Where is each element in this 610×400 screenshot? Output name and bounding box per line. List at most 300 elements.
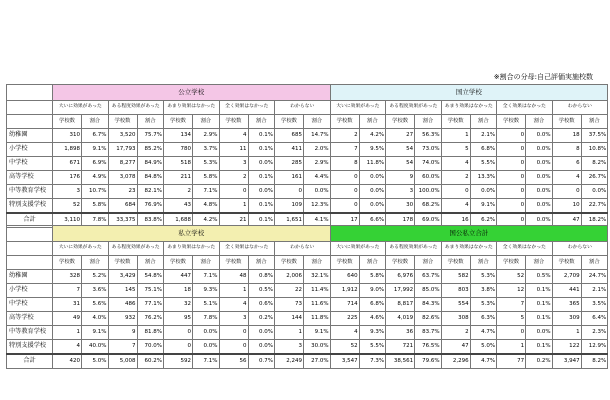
data-cell: 4: [330, 326, 359, 340]
data-cell: 0: [219, 326, 248, 340]
total-label: 合計: [7, 213, 53, 228]
data-cell: 0.2%: [248, 312, 275, 326]
data-cell: 2.3%: [581, 326, 608, 340]
data-cell: 36: [386, 326, 415, 340]
data-cell: 2,709: [552, 270, 581, 284]
data-cell: 0: [497, 185, 526, 199]
data-cell: 68.2%: [415, 199, 442, 214]
data-cell: 9: [386, 171, 415, 185]
category-header: 大いに効果があった: [53, 242, 109, 256]
data-cell: 0.0%: [304, 185, 331, 199]
data-cell: 31: [53, 298, 82, 312]
ratio-header: 割合: [415, 256, 442, 270]
corner-cell: [7, 226, 53, 242]
total-cell: 1,651: [275, 213, 304, 228]
data-cell: 49: [53, 312, 82, 326]
data-cell: 4.9%: [82, 171, 109, 185]
count-header: 学校数: [330, 115, 359, 129]
table-row: [7, 171, 608, 185]
total-cell: 0.2%: [526, 354, 553, 369]
ratio-header: 割合: [526, 256, 553, 270]
data-cell: 76.9%: [137, 199, 164, 214]
data-cell: 0.0%: [526, 157, 553, 171]
total-cell: 0.0%: [526, 213, 553, 228]
data-cell: 24.7%: [581, 270, 608, 284]
category-header: 全く効果はなかった: [219, 242, 275, 256]
data-cell: 0: [552, 185, 581, 199]
data-cell: 9.3%: [193, 284, 220, 298]
data-cell: 82.1%: [137, 185, 164, 199]
total-cell: 1,688: [164, 213, 193, 228]
data-cell: 9.1%: [82, 143, 109, 157]
data-cell: 81.8%: [137, 326, 164, 340]
data-cell: 2.9%: [193, 129, 220, 143]
count-header: 学校数: [164, 256, 193, 270]
row-label: 中学校: [7, 157, 53, 171]
total-cell: 3,110: [53, 213, 82, 228]
count-header: 学校数: [552, 256, 581, 270]
ratio-header: 割合: [193, 115, 220, 129]
ratio-header: 割合: [526, 115, 553, 129]
data-cell: 18: [164, 284, 193, 298]
count-header: 学校数: [164, 115, 193, 129]
table-public-national: [6, 84, 608, 228]
table-row: [7, 340, 608, 355]
group-header: 国公私立合計: [330, 226, 608, 242]
data-cell: 12: [497, 284, 526, 298]
corner-cell: [7, 85, 53, 101]
data-cell: 5.1%: [193, 298, 220, 312]
data-cell: 309: [552, 312, 581, 326]
data-cell: 52: [330, 340, 359, 355]
data-cell: 5.5%: [470, 157, 497, 171]
data-cell: 60.0%: [415, 171, 442, 185]
data-cell: 85.0%: [415, 284, 442, 298]
data-cell: 308: [441, 312, 470, 326]
data-cell: 640: [330, 270, 359, 284]
data-cell: 43: [164, 199, 193, 214]
table-row: [7, 298, 608, 312]
data-cell: 73: [275, 298, 304, 312]
count-header: 学校数: [219, 256, 248, 270]
data-cell: 37.5%: [581, 129, 608, 143]
category-header: ある程度効果があった: [108, 242, 164, 256]
data-cell: 0.5%: [526, 270, 553, 284]
ratio-header: 割合: [415, 115, 442, 129]
total-cell: 592: [164, 354, 193, 369]
data-cell: 82.6%: [415, 312, 442, 326]
data-cell: 4.6%: [359, 312, 386, 326]
count-header: 学校数: [219, 115, 248, 129]
data-cell: 932: [108, 312, 137, 326]
data-cell: 3,520: [108, 129, 137, 143]
data-cell: 4.2%: [359, 129, 386, 143]
corner-cell: [7, 242, 53, 256]
data-cell: 54: [386, 157, 415, 171]
data-cell: 11: [219, 143, 248, 157]
total-cell: 4.7%: [470, 354, 497, 369]
total-cell: 16: [441, 213, 470, 228]
ratio-header: 割合: [304, 115, 331, 129]
row-label: 特別支援学校: [7, 199, 53, 214]
data-cell: 144: [275, 312, 304, 326]
data-cell: 4: [53, 340, 82, 355]
data-cell: 714: [330, 298, 359, 312]
data-cell: 4: [219, 129, 248, 143]
data-cell: 145: [108, 284, 137, 298]
data-cell: 134: [164, 129, 193, 143]
ratio-header: 割合: [248, 115, 275, 129]
data-cell: 0: [497, 129, 526, 143]
data-cell: 0.1%: [248, 129, 275, 143]
data-cell: 52: [53, 199, 82, 214]
data-cell: 0.1%: [526, 284, 553, 298]
data-cell: 6.8%: [359, 298, 386, 312]
data-cell: 22.7%: [581, 199, 608, 214]
data-cell: 14.7%: [304, 129, 331, 143]
data-cell: 8,277: [108, 157, 137, 171]
total-cell: 7.1%: [193, 354, 220, 369]
data-cell: 486: [108, 298, 137, 312]
data-cell: 0: [164, 326, 193, 340]
total-cell: 83.8%: [137, 213, 164, 228]
data-cell: 3: [275, 340, 304, 355]
data-cell: 0.1%: [248, 143, 275, 157]
total-cell: 3,547: [330, 354, 359, 369]
data-cell: 0.0%: [359, 171, 386, 185]
total-cell: 56: [219, 354, 248, 369]
data-cell: 9.3%: [359, 326, 386, 340]
data-cell: 76.2%: [137, 312, 164, 326]
data-cell: 3.7%: [193, 143, 220, 157]
ratio-header: 割合: [82, 115, 109, 129]
data-cell: 0.0%: [526, 171, 553, 185]
corner-cell: [7, 115, 53, 129]
data-cell: 671: [53, 157, 82, 171]
category-header: 大いに効果があった: [53, 101, 109, 115]
data-cell: 7.1%: [193, 185, 220, 199]
data-cell: 4: [441, 199, 470, 214]
data-cell: 1,898: [53, 143, 82, 157]
data-cell: 0.0%: [193, 340, 220, 355]
data-cell: 0.1%: [526, 340, 553, 355]
data-cell: 17,992: [386, 284, 415, 298]
ratio-header: 割合: [359, 256, 386, 270]
data-cell: 1: [219, 199, 248, 214]
data-cell: 52: [497, 270, 526, 284]
row-label: 中学校: [7, 298, 53, 312]
category-header: あまり効果はなかった: [164, 242, 220, 256]
data-cell: 1: [441, 129, 470, 143]
data-cell: 3.8%: [470, 284, 497, 298]
data-cell: 8: [552, 143, 581, 157]
data-cell: 27: [386, 129, 415, 143]
data-cell: 3.6%: [82, 284, 109, 298]
data-cell: 7: [53, 284, 82, 298]
data-cell: 4: [441, 157, 470, 171]
data-cell: 685: [275, 129, 304, 143]
data-cell: 0.0%: [526, 143, 553, 157]
data-cell: 7: [497, 298, 526, 312]
data-cell: 83.7%: [415, 326, 442, 340]
count-header: 学校数: [441, 115, 470, 129]
data-cell: 2: [164, 185, 193, 199]
data-cell: 100.0%: [415, 185, 442, 199]
category-header: わからない: [552, 101, 608, 115]
data-cell: 5.3%: [470, 270, 497, 284]
data-cell: 2: [441, 171, 470, 185]
data-cell: 441: [552, 284, 581, 298]
data-cell: 0: [497, 326, 526, 340]
group-header: 公立学校: [53, 85, 331, 101]
total-cell: 6.6%: [359, 213, 386, 228]
ratio-header: 割合: [193, 256, 220, 270]
category-header: 全く効果はなかった: [497, 242, 553, 256]
data-cell: 0.0%: [248, 157, 275, 171]
data-cell: 1: [497, 340, 526, 355]
data-cell: 8,817: [386, 298, 415, 312]
data-cell: 0: [497, 199, 526, 214]
ratio-header: 割合: [359, 115, 386, 129]
total-cell: 2,249: [275, 354, 304, 369]
data-cell: 0.1%: [526, 312, 553, 326]
data-cell: 0.0%: [470, 185, 497, 199]
corner-cell: [7, 101, 53, 115]
count-header: 学校数: [330, 256, 359, 270]
data-cell: 0.5%: [248, 284, 275, 298]
row-label: 中等教育学校: [7, 326, 53, 340]
row-label: 中等教育学校: [7, 185, 53, 199]
data-cell: 5.2%: [82, 270, 109, 284]
count-header: 学校数: [53, 256, 82, 270]
data-cell: 54: [386, 143, 415, 157]
data-cell: 54.8%: [137, 270, 164, 284]
data-cell: 2.1%: [470, 129, 497, 143]
ratio-header: 割合: [470, 256, 497, 270]
data-cell: 13.3%: [470, 171, 497, 185]
count-header: 学校数: [108, 256, 137, 270]
data-cell: 30: [386, 199, 415, 214]
data-cell: 3,078: [108, 171, 137, 185]
data-cell: 75.7%: [137, 129, 164, 143]
data-cell: 0: [497, 171, 526, 185]
data-cell: 6,976: [386, 270, 415, 284]
data-cell: 11.6%: [304, 298, 331, 312]
data-cell: 9.1%: [304, 326, 331, 340]
category-header: わからない: [275, 101, 331, 115]
data-cell: 803: [441, 284, 470, 298]
data-cell: 7: [108, 340, 137, 355]
category-header: 全く効果はなかった: [497, 101, 553, 115]
data-cell: 1: [552, 326, 581, 340]
category-header: ある程度効果があった: [386, 101, 442, 115]
table-row: [7, 129, 608, 143]
data-cell: 10.7%: [82, 185, 109, 199]
data-cell: 17,793: [108, 143, 137, 157]
data-cell: 8: [330, 157, 359, 171]
data-cell: 0.0%: [526, 199, 553, 214]
data-cell: 6.9%: [82, 157, 109, 171]
data-cell: 76.5%: [415, 340, 442, 355]
group-header: 国立学校: [330, 85, 608, 101]
data-cell: 4: [219, 298, 248, 312]
data-cell: 582: [441, 270, 470, 284]
data-cell: 5.3%: [193, 157, 220, 171]
total-cell: 17: [330, 213, 359, 228]
count-header: 学校数: [386, 256, 415, 270]
count-header: 学校数: [497, 256, 526, 270]
data-cell: 721: [386, 340, 415, 355]
total-cell: 178: [386, 213, 415, 228]
data-cell: 26.7%: [581, 171, 608, 185]
data-cell: 285: [275, 157, 304, 171]
data-cell: 365: [552, 298, 581, 312]
data-cell: 6.8%: [470, 143, 497, 157]
data-cell: 6.7%: [82, 129, 109, 143]
data-cell: 447: [164, 270, 193, 284]
data-cell: 5.6%: [82, 298, 109, 312]
data-cell: 30.0%: [304, 340, 331, 355]
data-cell: 0: [441, 185, 470, 199]
data-cell: 122: [552, 340, 581, 355]
data-cell: 6: [552, 157, 581, 171]
total-cell: 3,947: [552, 354, 581, 369]
table-row: [7, 270, 608, 284]
total-cell: 7.3%: [359, 354, 386, 369]
data-cell: 0: [497, 157, 526, 171]
data-cell: 10: [552, 199, 581, 214]
total-cell: 6.2%: [470, 213, 497, 228]
data-cell: 684: [108, 199, 137, 214]
data-cell: 225: [330, 312, 359, 326]
total-cell: 18.2%: [581, 213, 608, 228]
row-label: 小学校: [7, 143, 53, 157]
category-header: わからない: [552, 242, 608, 256]
total-cell: 79.6%: [415, 354, 442, 369]
total-row: [7, 354, 608, 369]
data-cell: 3: [53, 185, 82, 199]
data-cell: 70.0%: [137, 340, 164, 355]
data-cell: 2: [330, 129, 359, 143]
category-header: あまり効果はなかった: [441, 101, 497, 115]
table-row: [7, 185, 608, 199]
data-cell: 3,429: [108, 270, 137, 284]
data-cell: 5: [441, 143, 470, 157]
data-cell: 3: [219, 312, 248, 326]
data-cell: 0.0%: [526, 185, 553, 199]
data-cell: 3: [219, 157, 248, 171]
data-cell: 161: [275, 171, 304, 185]
data-cell: 3.5%: [581, 298, 608, 312]
data-cell: 5.8%: [193, 171, 220, 185]
data-cell: 84.9%: [137, 157, 164, 171]
data-cell: 0: [219, 185, 248, 199]
data-cell: 518: [164, 157, 193, 171]
category-header: あまり効果はなかった: [441, 242, 497, 256]
data-cell: 211: [164, 171, 193, 185]
data-cell: 2: [441, 326, 470, 340]
total-cell: 38,561: [386, 354, 415, 369]
data-cell: 75.1%: [137, 284, 164, 298]
data-cell: 9.0%: [359, 284, 386, 298]
data-cell: 77.1%: [137, 298, 164, 312]
data-cell: 6.4%: [581, 312, 608, 326]
table-row: [7, 143, 608, 157]
total-cell: 420: [53, 354, 82, 369]
total-cell: 4.1%: [304, 213, 331, 228]
data-cell: 84.8%: [137, 171, 164, 185]
data-cell: 74.0%: [415, 157, 442, 171]
category-header: ある程度効果があった: [108, 101, 164, 115]
data-cell: 22: [275, 284, 304, 298]
data-cell: 1: [219, 284, 248, 298]
data-cell: 0: [275, 185, 304, 199]
group-header: 私立学校: [53, 226, 331, 242]
total-cell: 69.0%: [415, 213, 442, 228]
ratio-header: 割合: [82, 256, 109, 270]
data-cell: 5.0%: [470, 340, 497, 355]
data-cell: 5.3%: [470, 298, 497, 312]
data-cell: 3: [386, 185, 415, 199]
data-cell: 5.5%: [359, 340, 386, 355]
category-header: わからない: [275, 242, 331, 256]
data-cell: 2,006: [275, 270, 304, 284]
data-cell: 32.1%: [304, 270, 331, 284]
table-row: [7, 312, 608, 326]
data-cell: 0.0%: [581, 185, 608, 199]
total-cell: 60.2%: [137, 354, 164, 369]
ratio-header: 割合: [581, 115, 608, 129]
data-cell: 2: [219, 171, 248, 185]
data-cell: 0.0%: [248, 340, 275, 355]
count-header: 学校数: [53, 115, 82, 129]
count-header: 学校数: [441, 256, 470, 270]
data-cell: 2.1%: [581, 284, 608, 298]
data-cell: 47: [441, 340, 470, 355]
total-cell: 47: [552, 213, 581, 228]
ratio-header: 割合: [137, 256, 164, 270]
total-cell: 0.1%: [248, 213, 275, 228]
data-cell: 2.0%: [304, 143, 331, 157]
ratio-header: 割合: [304, 256, 331, 270]
data-cell: 7.8%: [193, 312, 220, 326]
category-header: 大いに効果があった: [330, 101, 386, 115]
data-cell: 0.8%: [248, 270, 275, 284]
data-cell: 0.0%: [526, 129, 553, 143]
data-cell: 2.9%: [304, 157, 331, 171]
data-cell: 5.8%: [82, 199, 109, 214]
data-cell: 0: [164, 340, 193, 355]
data-cell: 4: [552, 171, 581, 185]
data-cell: 4.0%: [82, 312, 109, 326]
category-header: 全く効果はなかった: [219, 101, 275, 115]
data-cell: 1: [275, 326, 304, 340]
row-label: 特別支援学校: [7, 340, 53, 355]
total-cell: 5,008: [108, 354, 137, 369]
data-cell: 9.5%: [359, 143, 386, 157]
count-header: 学校数: [497, 115, 526, 129]
ratio-header: 割合: [137, 115, 164, 129]
data-cell: 0.0%: [526, 326, 553, 340]
data-cell: 9.1%: [470, 199, 497, 214]
row-label: 高等学校: [7, 312, 53, 326]
data-cell: 0: [219, 340, 248, 355]
table-private-total: [6, 225, 608, 369]
data-cell: 0.0%: [193, 326, 220, 340]
total-cell: 77: [497, 354, 526, 369]
data-cell: 328: [53, 270, 82, 284]
data-cell: 11.4%: [304, 284, 331, 298]
